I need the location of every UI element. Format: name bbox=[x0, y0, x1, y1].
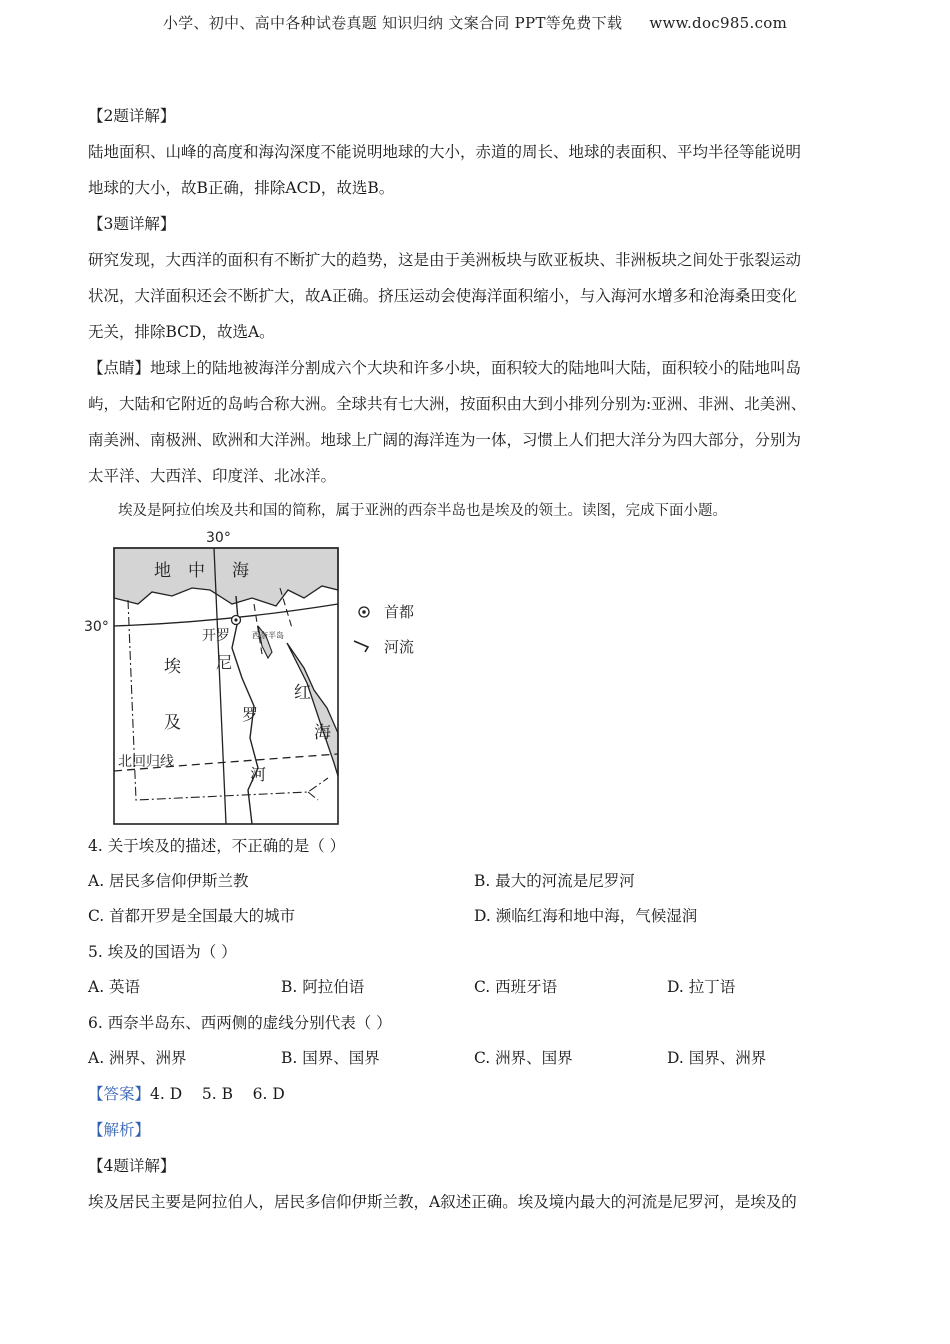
question-4: 4. 关于埃及的描述，不正确的是（ ） bbox=[88, 837, 346, 855]
question-5: 5. 埃及的国语为（ ） bbox=[88, 943, 237, 961]
header-text: 小学、初中、高中各种试卷真题 知识归纳 文案合同 PPT等免费下载 bbox=[162, 14, 623, 32]
q4-options-row bbox=[88, 899, 860, 934]
analysis-label: 【解析】 bbox=[88, 1121, 151, 1139]
q4-detail-text: 埃及居民主要是阿拉伯人，居民多信仰伊斯兰教，A叙述正确。埃及境内最大的河流是尼罗河，是埃及的 bbox=[88, 1193, 797, 1211]
sea-label-1: 地 bbox=[154, 561, 171, 581]
page-header bbox=[0, 12, 950, 33]
longitude-label: 30° bbox=[206, 530, 231, 546]
latitude-line bbox=[114, 604, 338, 626]
q6-option-b[interactable]: B. 国界、国界 bbox=[281, 1049, 380, 1067]
header-url[interactable]: www.doc985.com bbox=[649, 14, 788, 32]
red-sea-label-2: 海 bbox=[314, 723, 331, 743]
legend-river-icon bbox=[354, 641, 368, 652]
country-label-1: 埃 bbox=[164, 657, 181, 677]
q5-options-row bbox=[88, 970, 860, 1005]
country-label-2: 及 bbox=[164, 713, 181, 733]
tip-text-line: 太平洋、大西洋、印度洋、北冰洋。 bbox=[88, 467, 337, 485]
sea-label-2: 中 bbox=[188, 561, 205, 581]
q3-text-line: 无关，排除BCD，故选A。 bbox=[88, 323, 275, 341]
q5-option-c[interactable]: C. 西班牙语 bbox=[474, 978, 558, 996]
q5-option-a[interactable]: A. 英语 bbox=[88, 978, 141, 996]
q5-option-b[interactable]: B. 阿拉伯语 bbox=[281, 978, 365, 996]
q2-text-line: 陆地面积、山峰的高度和海沟深度不能说明地球的大小，赤道的周长、地球的表面积、平均半径等能说明 bbox=[88, 143, 802, 161]
tip-text-line: 屿，大陆和它附近的岛屿合称大洲。全球共有七大洲，按面积由大到小排列分别为:亚洲、非洲、北美洲、 bbox=[88, 395, 807, 413]
latitude-label: 30° bbox=[84, 619, 109, 635]
answer-text: 4. D 5. B 6. D bbox=[150, 1085, 285, 1103]
legend-river-label: 河流 bbox=[384, 638, 415, 656]
q3-text-line: 状况，大洋面积还会不断扩大，故A正确。挤压运动会使海洋面积缩小，与入海河水增多和沧海桑田变化 bbox=[88, 287, 797, 305]
q4-options-row bbox=[88, 864, 860, 899]
document-body bbox=[84, 98, 860, 1220]
tropic-label: 北回归线 bbox=[118, 754, 174, 770]
answer-label: 【答案】 bbox=[88, 1085, 151, 1103]
q4-option-b[interactable]: B. 最大的河流是尼罗河 bbox=[474, 872, 635, 890]
q5-option-d[interactable]: D. 拉丁语 bbox=[667, 978, 736, 996]
legend-capital-label: 首都 bbox=[384, 603, 415, 621]
q6-option-a[interactable]: A. 洲界、洲界 bbox=[88, 1049, 187, 1067]
q3-title: 【3题详解】 bbox=[88, 215, 176, 233]
red-sea-label-1: 红 bbox=[294, 683, 311, 703]
city-label: 开罗 bbox=[202, 628, 230, 644]
q2-title: 【2题详解】 bbox=[88, 107, 176, 125]
peninsula-label: 西奈半岛 bbox=[252, 631, 284, 640]
egypt-map bbox=[84, 528, 860, 828]
legend-capital-dot bbox=[362, 610, 366, 614]
q4-option-d[interactable]: D. 濒临红海和地中海，气候湿润 bbox=[474, 907, 698, 925]
q6-option-c[interactable]: C. 洲界、国界 bbox=[474, 1049, 573, 1067]
tip-text: 地球上的陆地被海洋分割成六个大块和许多小块，面积较大的陆地叫大陆，面积较小的陆地叫岛 bbox=[150, 359, 802, 377]
river-label-1: 尼 bbox=[216, 653, 233, 672]
sinai-east-border bbox=[280, 588, 292, 628]
river-label-3: 河 bbox=[250, 765, 267, 784]
q6-options-row bbox=[88, 1041, 860, 1076]
q4-option-a[interactable]: A. 居民多信仰伊斯兰教 bbox=[88, 872, 249, 890]
sea-label-3: 海 bbox=[232, 561, 249, 581]
q3-text-line: 研究发现，大西洋的面积有不断扩大的趋势，这是由于美洲板块与欧亚板块、非洲板块之间处于张裂运动 bbox=[88, 251, 802, 269]
q6-option-d[interactable]: D. 国界、洲界 bbox=[667, 1049, 767, 1067]
map-intro: 埃及是阿拉伯埃及共和国的简称，属于亚洲的西奈半岛也是埃及的领土。读图，完成下面小题。 bbox=[118, 503, 727, 519]
river-label-2: 罗 bbox=[242, 705, 259, 724]
q2-text-line: 地球的大小，故B正确，排除ACD，故选B。 bbox=[88, 179, 395, 197]
q4-option-c[interactable]: C. 首都开罗是全国最大的城市 bbox=[88, 907, 296, 925]
tip-title: 【点睛】 bbox=[88, 359, 151, 377]
egypt-map-figure bbox=[82, 528, 442, 828]
question-6: 6. 西奈半岛东、西两侧的虚线分别代表（ ） bbox=[88, 1014, 392, 1032]
answer-line bbox=[88, 1076, 860, 1112]
q4-detail-title: 【4题详解】 bbox=[88, 1157, 176, 1175]
tip-line bbox=[88, 350, 860, 386]
cairo-capital-dot bbox=[234, 618, 237, 621]
tip-text-line: 南美洲、南极洲、欧洲和大洋洲。地球上广阔的海洋连为一体，习惯上人们把大洋分为四大部分，分别为 bbox=[88, 431, 802, 449]
mediterranean-sea bbox=[114, 548, 338, 606]
